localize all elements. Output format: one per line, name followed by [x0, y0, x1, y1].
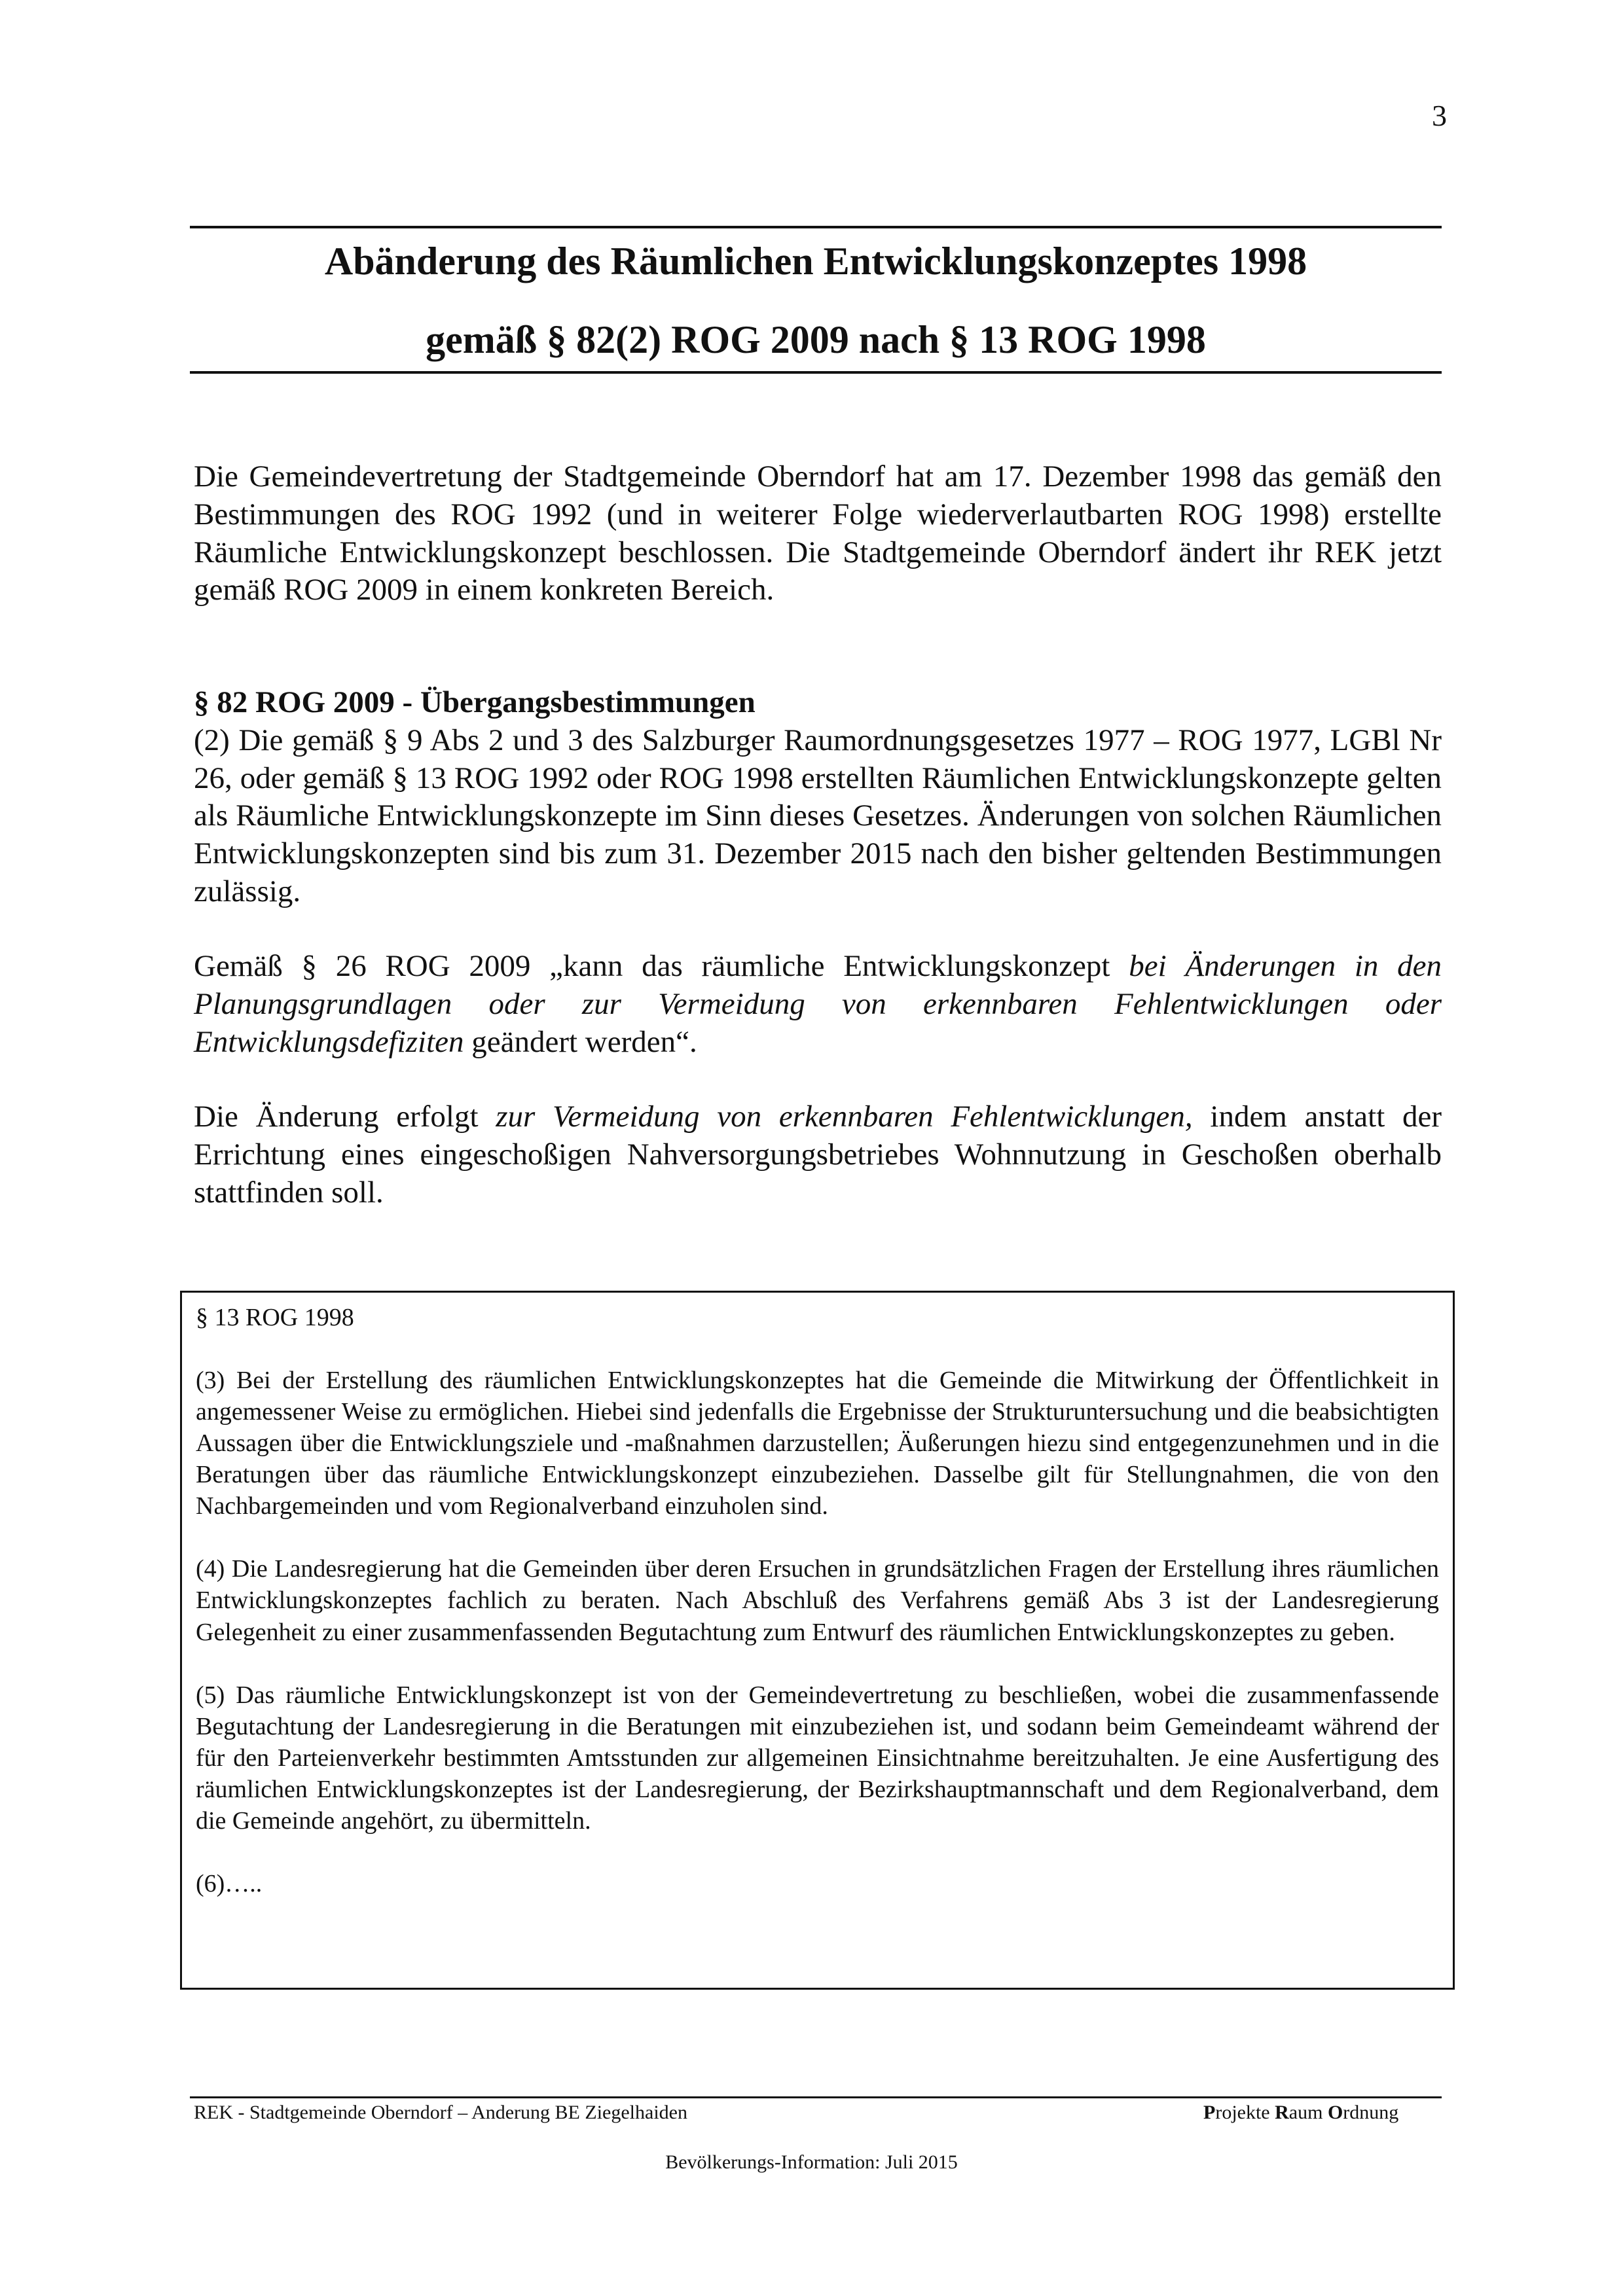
section-body: (2) Die gemäß § 9 Abs 2 und 3 des Salzburger Raumordnungsgesetzes 1977 – ROG 1977, LGBl Nr 26, oder gemäß § 13 ROG 1992 oder ROG 1998 erstellten Räumlichen Entwicklungskonzepte gelten als Räumliche Entwicklungskonzepte im Sinn dieses Gesetzes. Änderungen von solchen Räumlichen Entwicklungskonzepten sind bis zum 31. Dezember 2015 nach den bisher geltenden Bestimmungen zulässig. [194, 723, 1442, 908]
footer-word-projekte: rojekte [1215, 2102, 1275, 2123]
footer-letter-r: R [1275, 2102, 1289, 2123]
page-title-line-1: Abänderung des Räumlichen Entwicklungskonzeptes 1998 [324, 240, 1307, 283]
box-paragraph-6: (6)….. [196, 1869, 263, 1897]
footer-letter-p: P [1203, 2102, 1216, 2123]
footer-word-raum: aum [1288, 2102, 1328, 2123]
box-paragraph-3: (3) Bei der Erstellung des räumlichen Entwicklungskonzeptes hat die Gemeinde die Mitwirkung der Öffentlichkeit in angemessener Weise zu ermöglichen. Hiebei sind jedenfalls die Ergebnisse der Strukturuntersuchung und die beabsichtigten Aussagen über die Entwicklungsziele und -maßnahmen darzustellen; Äußerungen hiezu sind entgegenzunehmen und in die Beratungen über das räumliche Entwicklungskonzept einzubeziehen. Dasselbe gilt für Stellungnahmen, die von den Nachbargemeinden und vom Regionalverband einzuholen sind. [196, 1367, 1439, 1520]
footer-right [1203, 2102, 1398, 2124]
change-paragraph [194, 1098, 1442, 1211]
change-end: indem anstatt der Errichtung eines eingeschoßigen Nahversorgungsbetriebes Wohnnutzung in Geschoßen oberhalb stattfinden soll. [194, 1100, 1442, 1210]
title-bottom-rule [190, 371, 1442, 374]
quote-italic: bei Änderungen in den Planungsgrundlagen oder zur Vermeidung von erkennbaren Fehlentwicklungen oder Entwicklungsdefiziten [194, 949, 1442, 1059]
footer-letter-o: O [1327, 2102, 1343, 2123]
page-title-line-2: gemäß § 82(2) ROG 2009 nach § 13 ROG 1998 [426, 318, 1206, 361]
quote-end: geändert werden“. [464, 1024, 697, 1059]
transition-section [194, 684, 1442, 911]
footer-rule [190, 2096, 1442, 2098]
box-paragraph-5: (5) Das räumliche Entwicklungskonzept ist von der Gemeindevertretung zu beschließen, wobei die zusammenfassende Begutachtung der Landesregierung in die Beratungen mit einzubeziehen ist, und sodann beim Gemeindeamt während der für den Parteienverkehr bestimmten Amtsstunden zur allgemeinen Einsichtnahme bereitzuhalten. Je eine Ausfertigung des räumlichen Entwicklungskonzeptes ist der Landesregierung, der Bezirkshauptmannschaft und dem Regionalverband, dem die Gemeinde angehört, zu übermitteln. [196, 1681, 1439, 1835]
page-number: 3 [1432, 99, 1447, 132]
title-top-rule [190, 226, 1442, 228]
change-intro: Die Änderung erfolgt [194, 1100, 496, 1134]
footer-left: REK - Stadtgemeinde Oberndorf – Anderung BE Ziegelhaiden [194, 2102, 687, 2123]
change-italic: zur Vermeidung von erkennbaren Fehlentwicklungen, [496, 1100, 1193, 1134]
quote-intro: Gemäß § 26 ROG 2009 „kann das räumliche Entwicklungskonzept [194, 949, 1129, 983]
quote-paragraph [194, 948, 1442, 1061]
box-paragraph-4: (4) Die Landesregierung hat die Gemeinden über deren Ersuchen in grundsätzlichen Fragen der Erstellung ihres räumlichen Entwicklungskonzeptes fachlich zu beraten. Nach Abschluß des Verfahrens gemäß Abs 3 ist der Landesregierung Gelegenheit zu einer zusammenfassenden Begutachtung zum Entwurf des räumlichen Entwicklungskonzeptes zu geben. [196, 1555, 1439, 1646]
intro-paragraph: Die Gemeindevertretung der Stadtgemeinde Oberndorf hat am 17. Dezember 1998 das gemäß den Bestimmungen des ROG 1992 (und in weiterer Folge wiederverlautbarten ROG 1998) erstellte Räumliche Entwicklungskonzept beschlossen. Die Stadtgemeinde Oberndorf ändert ihr REK jetzt gemäß ROG 2009 in einem konkreten Bereich. [194, 459, 1442, 607]
footer-word-ordnung: rdnung [1343, 2102, 1399, 2123]
footer-bottom: Bevölkerungs-Information: Juli 2015 [665, 2151, 958, 2173]
section-heading: § 82 ROG 2009 - Übergangsbestimmungen [194, 685, 756, 719]
law-excerpt-box [180, 1291, 1455, 1990]
box-heading: § 13 ROG 1998 [196, 1304, 354, 1331]
